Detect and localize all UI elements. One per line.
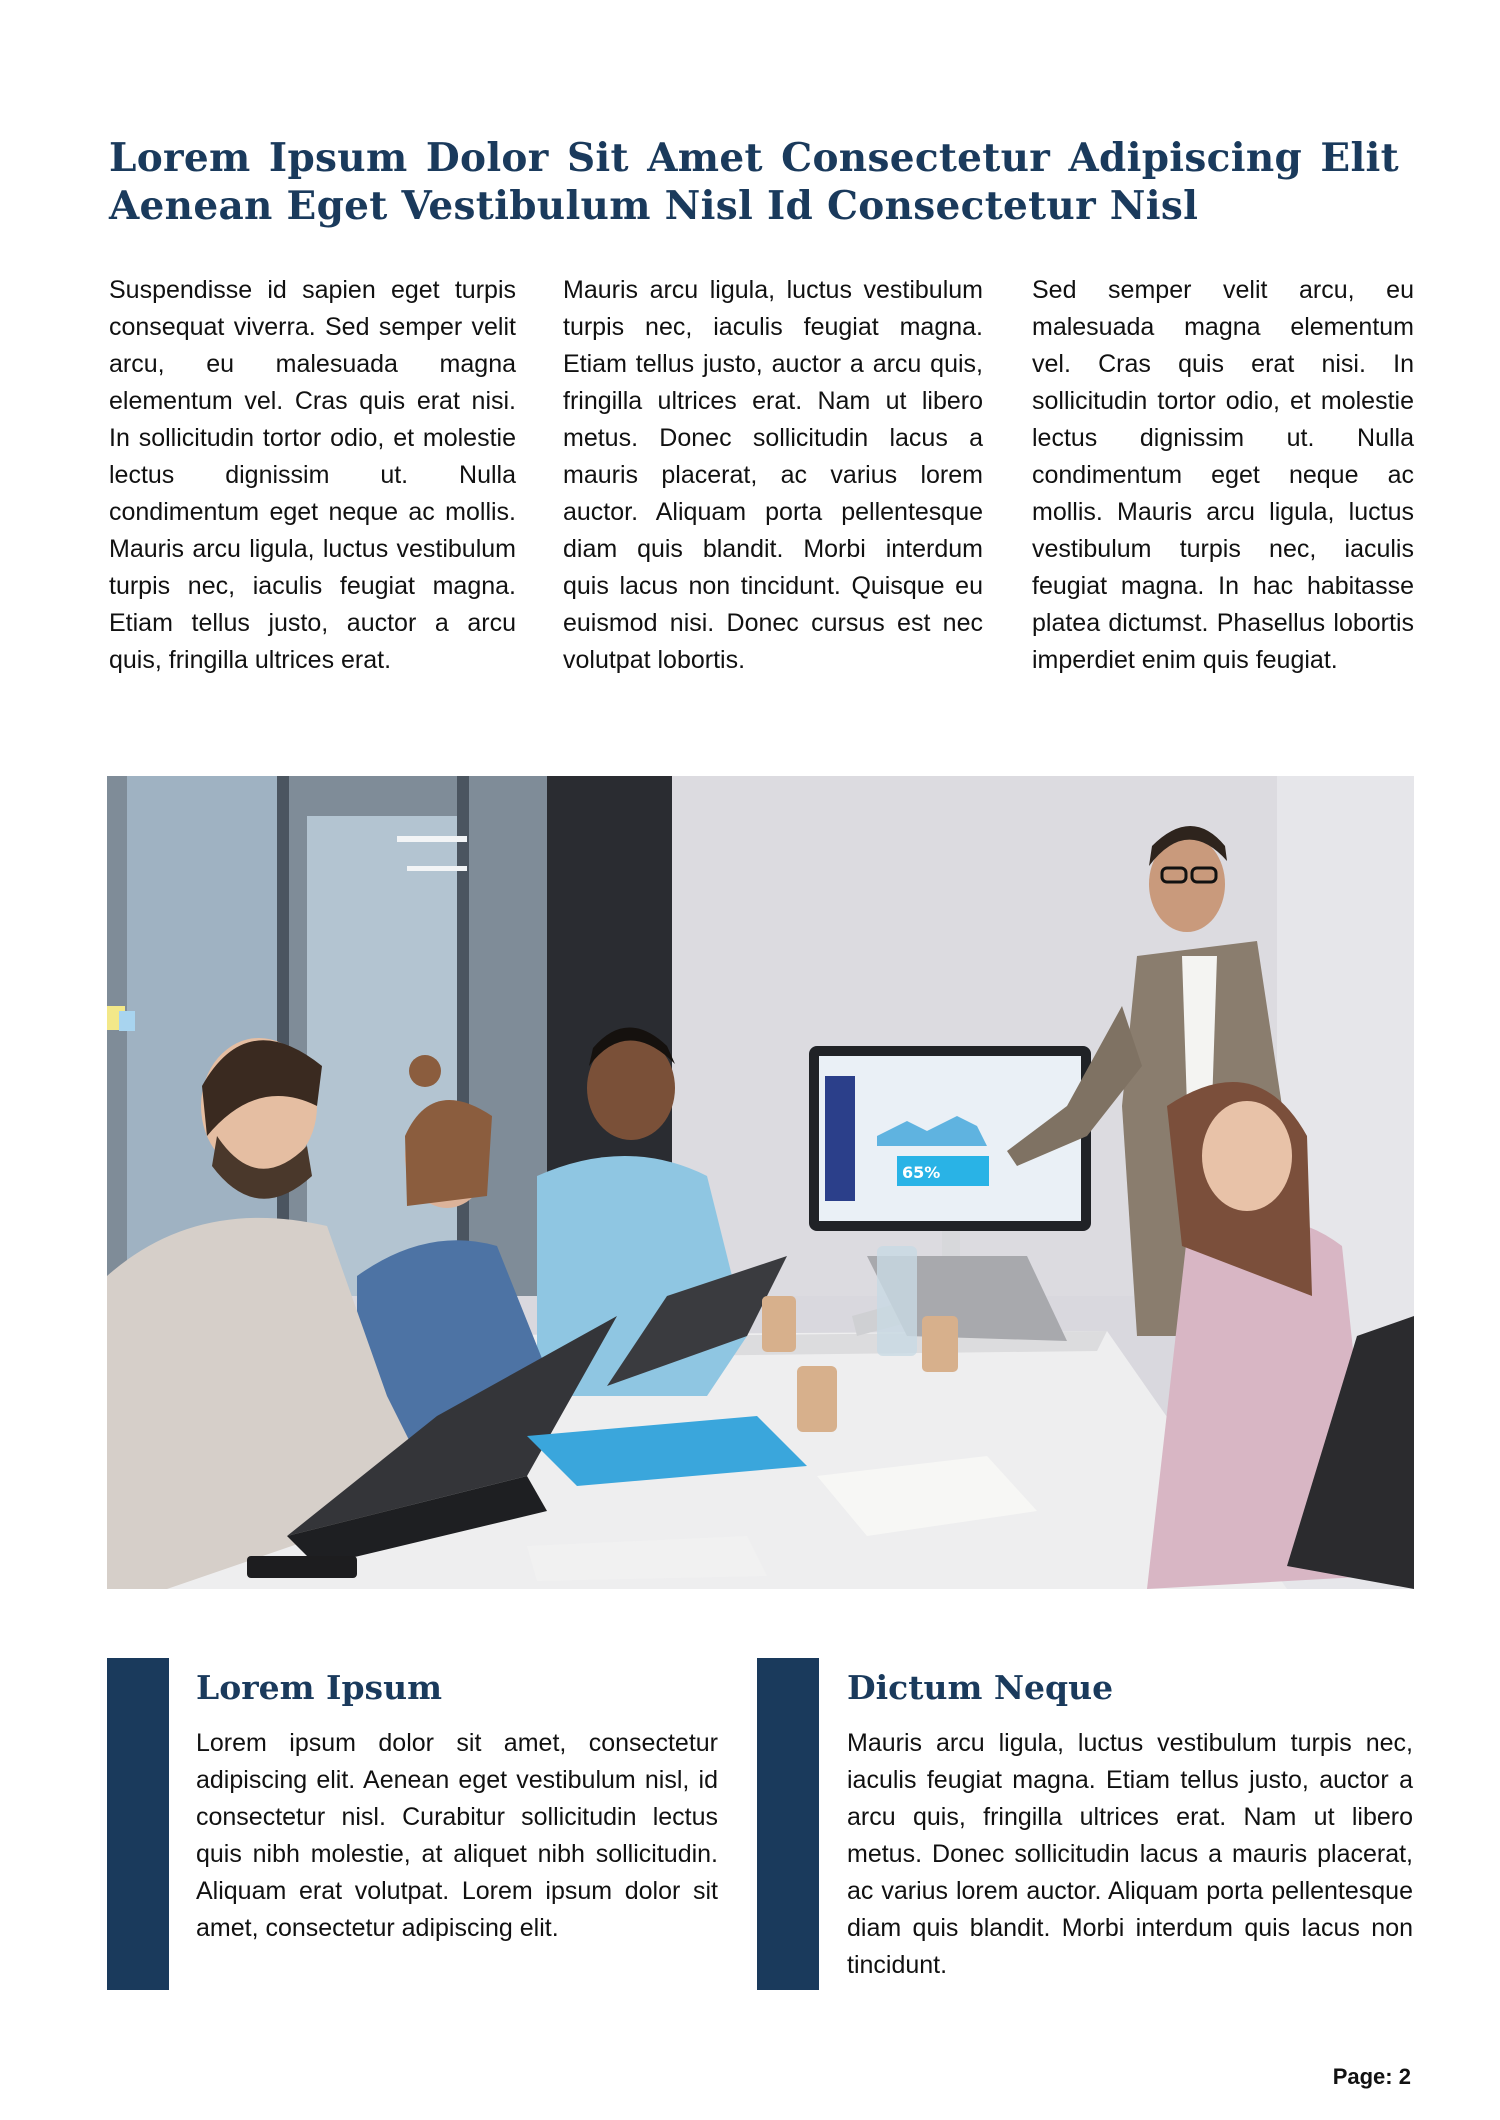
box-2-accent-bar xyxy=(757,1658,819,1990)
box-2-heading: Dictum Neque xyxy=(847,1668,1114,1707)
body-column-1: Suspendisse id sapien eget turpis consequat viverra. Sed semper velit arcu, eu malesuada magna elementum vel. Cras quis erat nisi. In sollicitudin tortor odio, et molestie lectus dignissim ut. Nulla condimentum eget neque ac mollis. Mauris arcu ligula, luctus vestibulum turpis nec, iaculis feugiat magna. Etiam tellus justo, auctor a arcu quis, fringilla ultrices erat. xyxy=(109,276,516,674)
page-number-value: 2 xyxy=(1398,2064,1411,2089)
page-label: Page: xyxy=(1332,2064,1393,2089)
box-1-accent-bar xyxy=(107,1658,169,1990)
meeting-photo xyxy=(107,776,1414,1589)
page-title: Lorem Ipsum Dolor Sit Amet Consectetur Adipiscing Elit Aenean Eget Vestibulum Nisl Id Consectetur Nisl xyxy=(109,135,1399,229)
page-number xyxy=(1333,2064,1411,2090)
body-column-2: Mauris arcu ligula, luctus vestibulum turpis nec, iaculis feugiat magna. Etiam tellus justo, auctor a arcu quis, fringilla ultrices erat. Nam ut libero metus. Donec sollicitudin lacus a mauris placerat, ac varius lorem auctor. Aliquam porta pellentesque diam quis blandit. Morbi interdum quis lacus non tincidunt. Quisque eu euismod nisi. Donec cursus est nec volutpat lobortis. xyxy=(563,276,983,674)
box-1-text: Lorem ipsum dolor sit amet, consectetur adipiscing elit. Aenean eget vestibulum nisl, id consectetur nisl. Curabitur sollicitudin lectus quis nibh molestie, at aliquet nibh sollicitudin. Aliquam erat volutpat. Lorem ipsum dolor sit amet, consectetur adipiscing elit. xyxy=(196,1729,718,1942)
box-1-heading: Lorem Ipsum xyxy=(196,1668,443,1707)
screen-percent-label: 65% xyxy=(902,1163,941,1182)
body-column-3: Sed semper velit arcu, eu malesuada magna elementum vel. Cras quis erat nisi. In sollicitudin tortor odio, et molestie lectus dignissim ut. Nulla condimentum eget neque ac mollis. Mauris arcu ligula, luctus vestibulum turpis nec, iaculis feugiat magna. In hac habitasse platea dictumst. Phasellus lobortis imperdiet enim quis feugiat. xyxy=(1032,276,1414,674)
box-2-text: Mauris arcu ligula, luctus vestibulum turpis nec, iaculis feugiat magna. Etiam tellus justo, auctor a arcu quis, fringilla ultrices erat. Nam ut libero metus. Donec sollicitudin lacus a mauris placerat, ac varius lorem auctor. Aliquam porta pellentesque diam quis blandit. Morbi interdum quis lacus non tincidunt. xyxy=(847,1729,1413,1979)
